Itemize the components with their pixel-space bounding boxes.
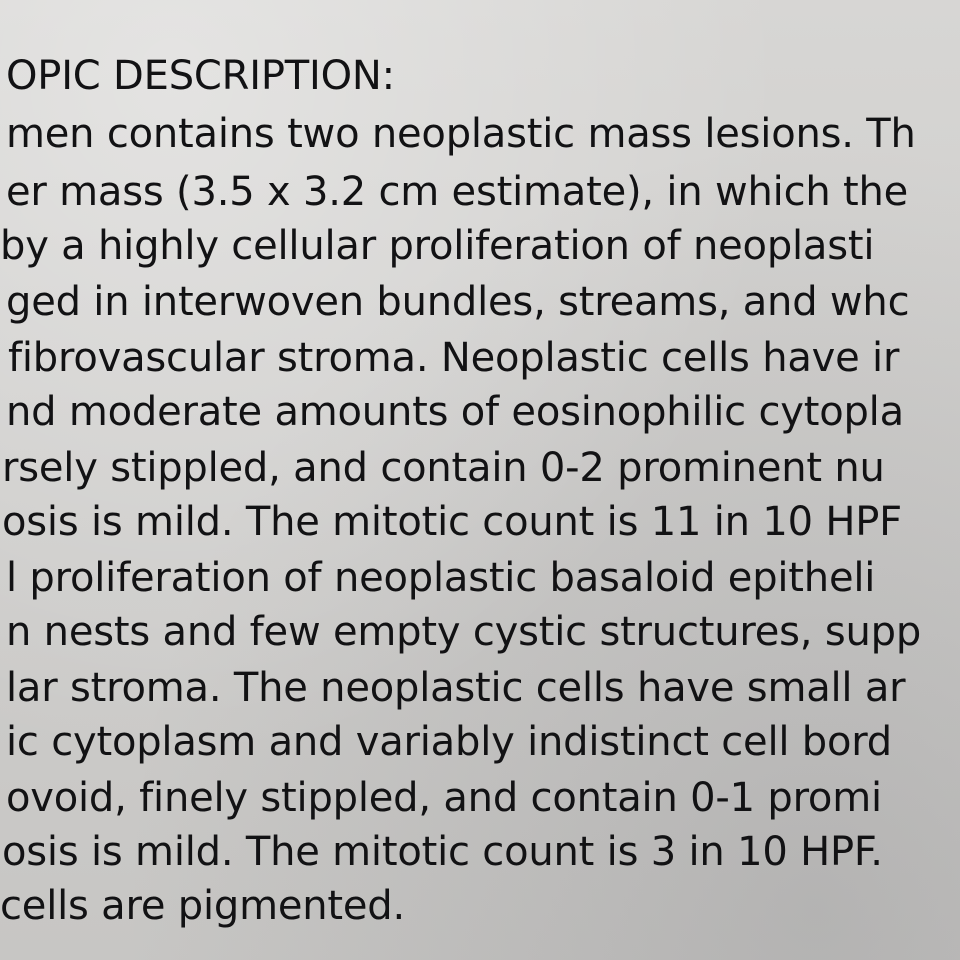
text-line-3: by a highly cellular proliferation of neoplasti — [0, 223, 875, 269]
text-line-2: er mass (3.5 x 3.2 cm estimate), in which the — [6, 169, 909, 215]
microscopic-description-text — [0, 52, 960, 932]
text-line-7: rsely stippled, and contain 0-2 prominent nu — [2, 445, 885, 491]
text-line-8: osis is mild. The mitotic count is 11 in 10 HPF — [2, 499, 902, 545]
text-line-5: fibrovascular stroma. Neoplastic cells have ir — [8, 335, 900, 381]
section-heading: OPIC DESCRIPTION: — [6, 53, 395, 99]
text-line-4: ged in interwoven bundles, streams, and whc — [6, 279, 910, 325]
text-line-9: l proliferation of neoplastic basaloid epitheli — [6, 555, 876, 601]
text-line-1: men contains two neoplastic mass lesions. Th — [6, 111, 916, 157]
text-line-12: ic cytoplasm and variably indistinct cell bord — [6, 719, 892, 765]
text-line-14: osis is mild. The mitotic count is 3 in 10 HPF. — [2, 829, 883, 875]
text-line-13: ovoid, finely stippled, and contain 0-1 promi — [6, 775, 882, 821]
text-line-6: nd moderate amounts of eosinophilic cytopla — [6, 389, 904, 435]
text-line-15: cells are pigmented. — [0, 883, 406, 929]
text-line-10: n nests and few empty cystic structures, supp — [6, 609, 922, 655]
text-line-11: lar stroma. The neoplastic cells have small ar — [6, 665, 906, 711]
